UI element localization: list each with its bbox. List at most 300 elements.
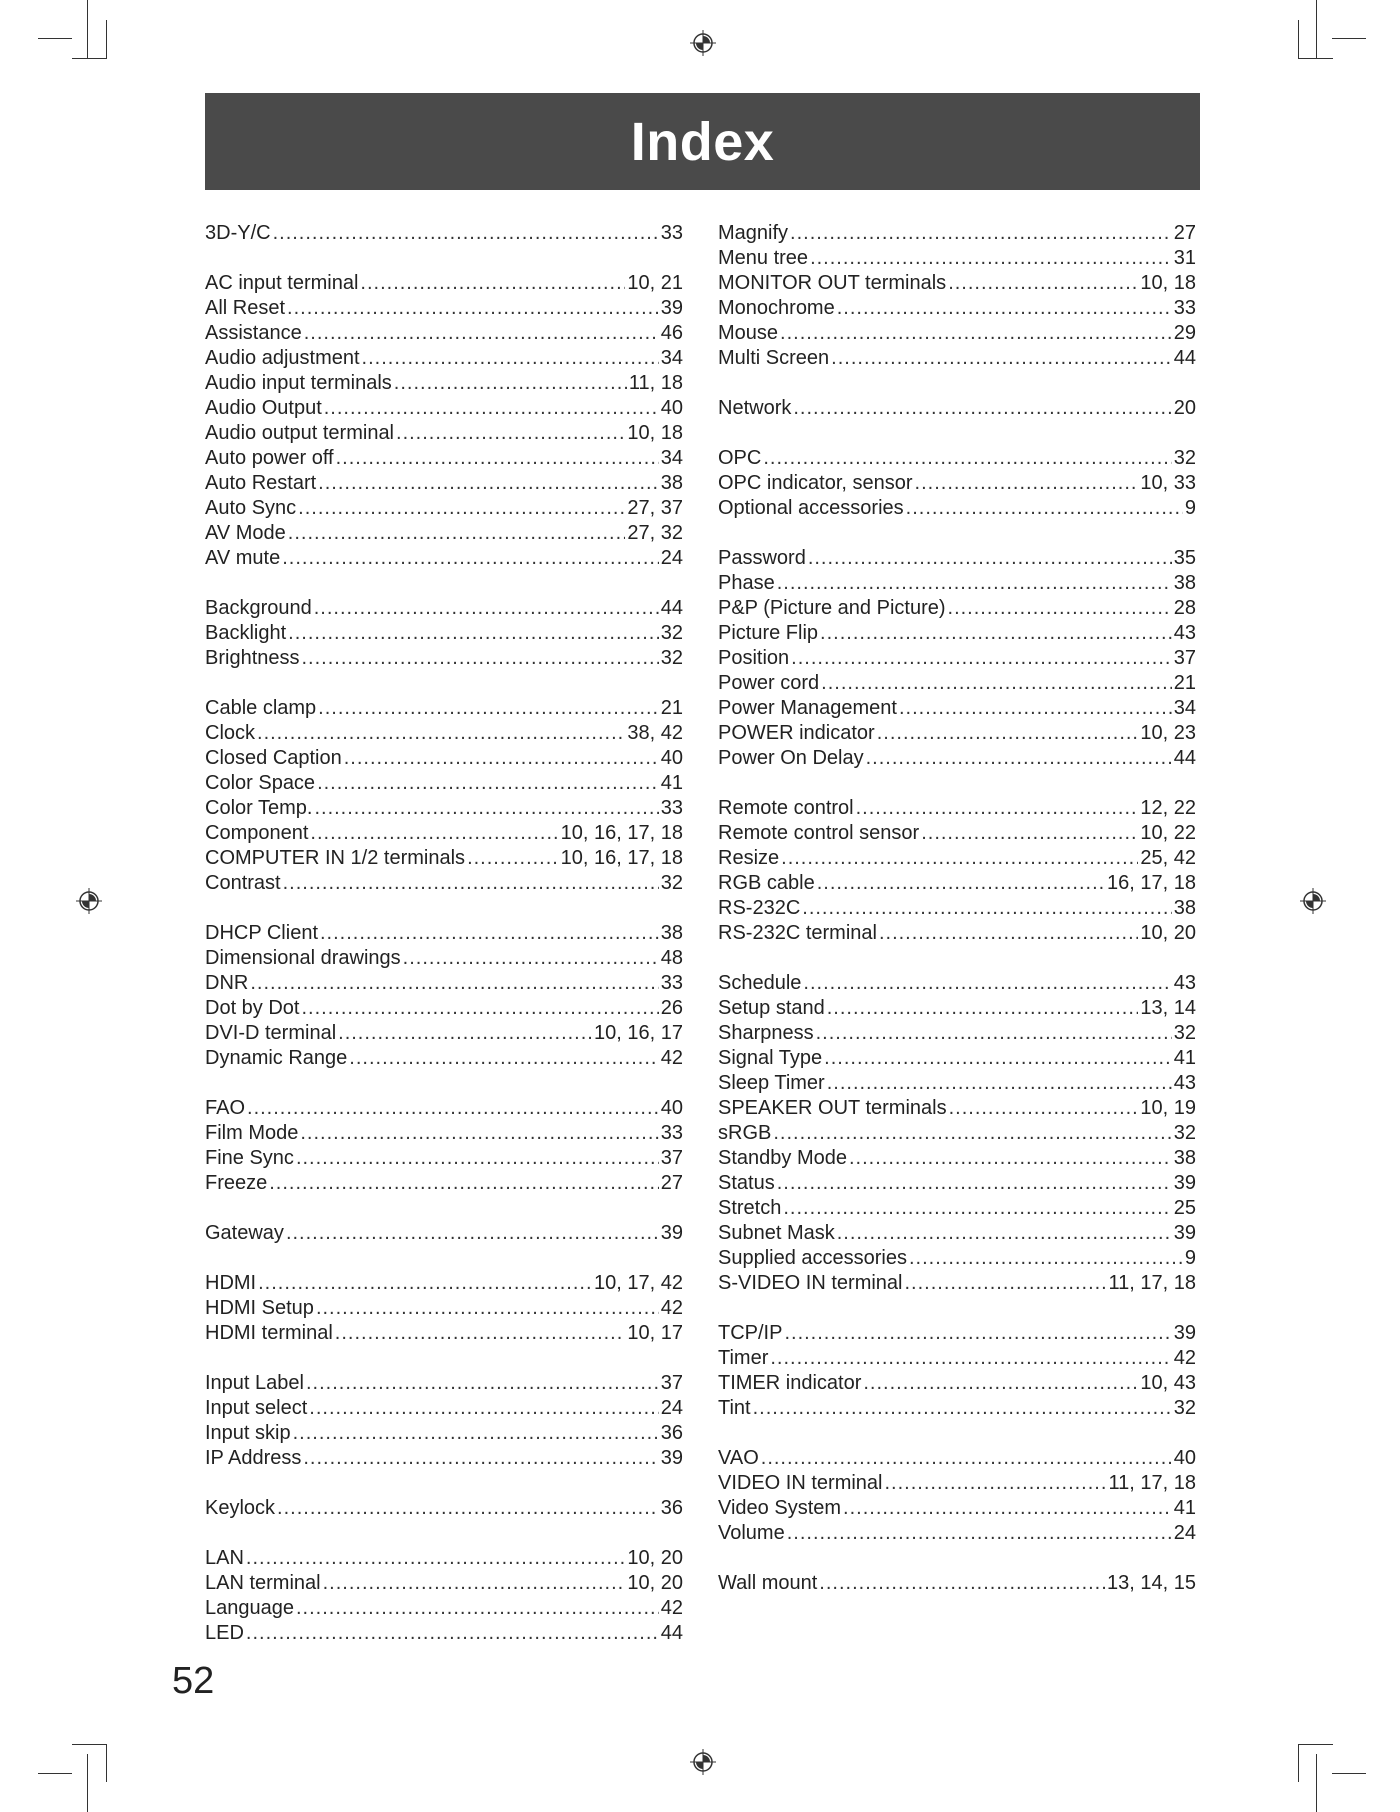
index-entry <box>205 946 683 971</box>
dot-leader <box>288 521 626 546</box>
index-page-refs: 13, 14 <box>1140 997 1196 1019</box>
index-entry <box>205 746 683 771</box>
dot-leader <box>820 621 1172 646</box>
index-entry <box>718 221 1196 246</box>
crop-mark-top-right-v <box>1316 0 1317 58</box>
index-entry <box>205 446 683 471</box>
index-entry <box>718 746 1196 771</box>
index-term: Audio adjustment <box>205 347 360 369</box>
index-page-refs: 43 <box>1173 622 1196 644</box>
dot-leader <box>949 1096 1139 1121</box>
index-entry <box>718 396 1196 421</box>
index-page-refs: 10, 18 <box>627 422 683 444</box>
index-page-refs: 38 <box>1173 1147 1196 1169</box>
index-page-refs: 24 <box>660 547 683 569</box>
index-term: Supplied accessories <box>718 1247 907 1269</box>
crop-mark-bottom-left-h <box>38 1773 72 1774</box>
dot-leader <box>293 1421 659 1446</box>
index-entry <box>718 646 1196 671</box>
index-term: Sleep Timer <box>718 1072 825 1094</box>
index-entry <box>718 596 1196 621</box>
index-term: Freeze <box>205 1172 268 1194</box>
index-page-refs: 10, 17, 42 <box>594 1272 683 1294</box>
index-entry <box>718 1446 1196 1471</box>
index-entry <box>205 1621 683 1646</box>
dot-leader <box>403 946 659 971</box>
index-term: Color Space <box>205 772 316 794</box>
index-term: 3D-Y/C <box>205 222 271 244</box>
index-entry <box>205 696 683 721</box>
dot-leader <box>753 1396 1172 1421</box>
dot-leader <box>783 1196 1171 1221</box>
index-term: Monochrome <box>718 297 835 319</box>
index-entry <box>205 821 683 846</box>
dot-leader <box>884 1471 1106 1496</box>
index-page-refs: 40 <box>1173 1447 1196 1469</box>
dot-leader <box>314 596 659 621</box>
dot-leader <box>344 746 659 771</box>
index-page-refs: 20 <box>1173 397 1196 419</box>
index-page-refs: 10, 16, 17, 18 <box>560 822 683 844</box>
dot-leader <box>273 221 659 246</box>
index-entry <box>205 1496 683 1521</box>
index-entry <box>205 346 683 371</box>
crop-mark-top-left-v2 <box>106 20 107 58</box>
index-term: Auto Restart <box>205 472 317 494</box>
index-entry <box>205 1121 683 1146</box>
index-term: Film Mode <box>205 1122 299 1144</box>
index-page-refs: 37 <box>660 1147 683 1169</box>
index-term: LAN <box>205 1547 244 1569</box>
index-page-refs: 33 <box>660 1122 683 1144</box>
index-term: Color Temp. <box>205 797 313 819</box>
registration-mark-right-icon <box>1300 888 1326 914</box>
index-page-refs: 10, 17 <box>627 1322 683 1344</box>
index-entry <box>205 771 683 796</box>
index-page-refs: 11, 17, 18 <box>1108 1472 1196 1494</box>
crop-mark-bottom-right-h2 <box>1298 1744 1333 1745</box>
dot-leader <box>324 396 659 421</box>
index-entry <box>718 796 1196 821</box>
index-page-refs: 11, 18 <box>628 372 683 394</box>
index-term: Auto power off <box>205 447 334 469</box>
index-term: SPEAKER OUT terminals <box>718 1097 947 1119</box>
dot-leader <box>866 746 1172 771</box>
index-entry <box>205 221 683 246</box>
index-term: Status <box>718 1172 775 1194</box>
index-page-refs: 41 <box>1173 1497 1196 1519</box>
index-term: Remote control sensor <box>718 822 920 844</box>
index-letter-group <box>718 396 1196 421</box>
dot-leader <box>246 1621 659 1646</box>
dot-leader <box>793 396 1171 421</box>
crop-mark-bottom-left-h2 <box>72 1744 107 1745</box>
index-entry <box>205 1446 683 1471</box>
index-page-refs: 38 <box>1173 897 1196 919</box>
index-entry <box>205 1271 683 1296</box>
index-term: Fine Sync <box>205 1147 294 1169</box>
index-page-refs: 24 <box>1173 1522 1196 1544</box>
dot-leader <box>338 1021 592 1046</box>
index-page-refs: 25, 42 <box>1140 847 1196 869</box>
index-page-refs: 10, 33 <box>1140 472 1196 494</box>
index-entry <box>718 971 1196 996</box>
index-term: Power cord <box>718 672 820 694</box>
index-entry <box>205 921 683 946</box>
index-entry <box>205 546 683 571</box>
crop-mark-top-right-h2 <box>1298 58 1333 59</box>
index-page-refs: 37 <box>1173 647 1196 669</box>
dot-leader <box>320 921 659 946</box>
crop-mark-top-right-h <box>1332 38 1366 39</box>
index-page-refs: 27, 37 <box>627 497 683 519</box>
index-page-refs: 9 <box>1184 497 1196 519</box>
index-term: AV mute <box>205 547 281 569</box>
index-entry <box>205 1146 683 1171</box>
index-letter-group <box>205 696 683 896</box>
dot-leader <box>247 1096 659 1121</box>
dot-leader <box>300 1121 658 1146</box>
index-page-refs: 42 <box>1173 1347 1196 1369</box>
index-letter-group <box>718 1321 1196 1421</box>
index-page-refs: 37 <box>660 1372 683 1394</box>
crop-mark-bottom-right-v <box>1316 1754 1317 1812</box>
index-page-refs: 27, 32 <box>627 522 683 544</box>
index-entry <box>718 1371 1196 1396</box>
index-entry <box>205 1171 683 1196</box>
dot-leader <box>948 271 1138 296</box>
dot-leader <box>318 696 659 721</box>
index-entry <box>718 1571 1196 1596</box>
index-entry <box>718 446 1196 471</box>
index-letter-group <box>205 921 683 1071</box>
dot-leader <box>899 696 1172 721</box>
index-entry <box>205 1046 683 1071</box>
index-page-refs: 10, 22 <box>1140 822 1196 844</box>
index-entry <box>718 321 1196 346</box>
dot-leader <box>877 721 1139 746</box>
index-page-refs: 32 <box>1173 1022 1196 1044</box>
index-page-refs: 28 <box>1173 597 1196 619</box>
index-term: MONITOR OUT terminals <box>718 272 947 294</box>
index-page-refs: 32 <box>1173 1397 1196 1419</box>
index-term: Assistance <box>205 322 302 344</box>
index-page-refs: 40 <box>660 747 683 769</box>
index-page-refs: 44 <box>660 1622 683 1644</box>
dot-leader <box>317 771 659 796</box>
index-page-refs: 33 <box>660 972 683 994</box>
index-entry <box>205 321 683 346</box>
dot-leader <box>296 1596 659 1621</box>
index-entry <box>205 871 683 896</box>
index-page-refs: 26 <box>660 997 683 1019</box>
index-page-refs: 10, 20 <box>627 1547 683 1569</box>
index-entry <box>718 846 1196 871</box>
index-term: COMPUTER IN 1/2 terminals <box>205 847 466 869</box>
dot-leader <box>817 871 1105 896</box>
index-entry <box>718 1221 1196 1246</box>
index-page-refs: 32 <box>660 622 683 644</box>
index-term: P&P (Picture and Picture) <box>718 597 946 619</box>
dot-leader <box>770 1346 1171 1371</box>
index-entry <box>718 1071 1196 1096</box>
index-term: Sharpness <box>718 1022 814 1044</box>
index-page-refs: 27 <box>660 1172 683 1194</box>
index-entry <box>718 1021 1196 1046</box>
index-title-banner <box>205 93 1200 190</box>
index-term: DHCP Client <box>205 922 318 944</box>
index-page-refs: 32 <box>1173 1122 1196 1144</box>
index-page-refs: 41 <box>660 772 683 794</box>
dot-leader <box>909 1246 1183 1271</box>
index-term: Remote control <box>718 797 854 819</box>
index-page-refs: 40 <box>660 397 683 419</box>
index-term: Clock <box>205 722 256 744</box>
index-letter-group <box>718 1446 1196 1546</box>
index-page-refs: 35 <box>1173 547 1196 569</box>
index-page-refs: 10, 19 <box>1140 1097 1196 1119</box>
index-entry <box>718 346 1196 371</box>
dot-leader <box>301 996 658 1021</box>
index-term: sRGB <box>718 1122 772 1144</box>
index-page-refs: 46 <box>660 322 683 344</box>
dot-leader <box>948 596 1172 621</box>
dot-leader <box>336 446 659 471</box>
index-term: Picture Flip <box>718 622 819 644</box>
dot-leader <box>856 796 1139 821</box>
index-entry <box>205 421 683 446</box>
dot-leader <box>287 296 659 321</box>
index-term: Schedule <box>718 972 802 994</box>
dot-leader <box>362 346 659 371</box>
index-entry <box>718 246 1196 271</box>
index-letter-group <box>718 1571 1196 1596</box>
index-term: Optional accessories <box>718 497 904 519</box>
index-term: Input Label <box>205 1372 304 1394</box>
index-page-refs: 27 <box>1173 222 1196 244</box>
index-term: Signal Type <box>718 1047 823 1069</box>
index-page-refs: 44 <box>1173 347 1196 369</box>
index-entry <box>205 521 683 546</box>
index-entry <box>718 1146 1196 1171</box>
index-letter-group <box>205 271 683 571</box>
dot-leader <box>773 1121 1171 1146</box>
dot-leader <box>821 671 1172 696</box>
index-term: Phase <box>718 572 775 594</box>
index-term: Language <box>205 1597 294 1619</box>
index-entry <box>205 1021 683 1046</box>
index-term: RGB cable <box>718 872 815 894</box>
index-page-refs: 42 <box>660 1597 683 1619</box>
index-page-refs: 42 <box>660 1047 683 1069</box>
index-term: FAO <box>205 1097 246 1119</box>
index-term: Closed Caption <box>205 747 342 769</box>
dot-leader <box>310 821 558 846</box>
dot-leader <box>306 1371 659 1396</box>
dot-leader <box>787 1521 1172 1546</box>
index-letter-group <box>718 221 1196 371</box>
dot-leader <box>808 546 1172 571</box>
index-page-refs: 21 <box>1173 672 1196 694</box>
index-entry <box>205 371 683 396</box>
index-term: Audio Output <box>205 397 322 419</box>
dot-leader <box>831 346 1172 371</box>
dot-leader <box>298 496 625 521</box>
index-term: Input skip <box>205 1422 291 1444</box>
index-term: Position <box>718 647 790 669</box>
index-entry <box>205 1546 683 1571</box>
index-page-refs: 12, 22 <box>1140 797 1196 819</box>
index-page-refs: 39 <box>1173 1322 1196 1344</box>
index-entry <box>205 396 683 421</box>
dot-leader <box>802 896 1171 921</box>
index-entry <box>205 1096 683 1121</box>
index-term: Standby Mode <box>718 1147 847 1169</box>
index-entry <box>718 996 1196 1021</box>
index-page-refs: 31 <box>1173 247 1196 269</box>
index-term: Setup stand <box>718 997 825 1019</box>
index-entry <box>205 646 683 671</box>
dot-leader <box>296 1146 659 1171</box>
index-entry <box>205 621 683 646</box>
dot-leader <box>906 496 1183 521</box>
index-entry <box>718 1046 1196 1071</box>
index-letter-group <box>205 1371 683 1471</box>
index-entry <box>205 471 683 496</box>
index-term: Keylock <box>205 1497 276 1519</box>
dot-leader <box>250 971 658 996</box>
index-term: Power Management <box>718 697 897 719</box>
index-term: Network <box>718 397 792 419</box>
dot-leader <box>286 1221 659 1246</box>
index-term: Component <box>205 822 309 844</box>
index-entry <box>718 296 1196 321</box>
index-term: Stretch <box>718 1197 782 1219</box>
index-page-refs: 38, 42 <box>627 722 683 744</box>
index-page-refs: 44 <box>1173 747 1196 769</box>
index-term: AC input terminal <box>205 272 359 294</box>
index-term: Background <box>205 597 312 619</box>
index-letter-group <box>718 796 1196 946</box>
dot-leader <box>396 421 625 446</box>
index-page-refs: 32 <box>660 647 683 669</box>
index-entry <box>718 671 1196 696</box>
dot-leader <box>784 1321 1171 1346</box>
index-term: TCP/IP <box>718 1322 783 1344</box>
dot-leader <box>824 1046 1172 1071</box>
index-term: IP Address <box>205 1447 302 1469</box>
index-page-refs: 38 <box>660 472 683 494</box>
index-term: Backlight <box>205 622 287 644</box>
index-letter-group <box>205 221 683 246</box>
index-entry <box>718 1171 1196 1196</box>
index-page-refs: 10, 16, 17 <box>594 1022 683 1044</box>
dot-leader <box>246 1546 625 1571</box>
index-term: HDMI terminal <box>205 1322 333 1344</box>
crop-mark-bottom-right-v2 <box>1298 1744 1299 1782</box>
index-page-refs: 36 <box>660 1422 683 1444</box>
index-page-refs: 43 <box>1173 972 1196 994</box>
index-entry <box>718 871 1196 896</box>
index-entry <box>205 271 683 296</box>
dot-leader <box>763 446 1171 471</box>
index-entry <box>205 496 683 521</box>
dot-leader <box>316 1296 659 1321</box>
index-entry <box>718 1321 1196 1346</box>
dot-leader <box>288 621 659 646</box>
index-entry <box>205 1221 683 1246</box>
index-page-refs: 33 <box>660 797 683 819</box>
index-letter-group <box>205 596 683 671</box>
index-page-refs: 39 <box>1173 1172 1196 1194</box>
index-page-refs: 42 <box>660 1297 683 1319</box>
index-column-left <box>205 221 683 1671</box>
index-term: Brightness <box>205 647 300 669</box>
index-page-refs: 39 <box>660 297 683 319</box>
dot-leader <box>781 846 1138 871</box>
registration-mark-bottom-icon <box>690 1749 716 1775</box>
dot-leader <box>827 1071 1172 1096</box>
index-page-refs: 39 <box>660 1447 683 1469</box>
dot-leader <box>269 1171 659 1196</box>
dot-leader <box>283 871 659 896</box>
index-entry <box>205 596 683 621</box>
index-page-refs: 29 <box>1173 322 1196 344</box>
dot-leader <box>904 1271 1106 1296</box>
index-page-refs: 38 <box>660 922 683 944</box>
index-entry <box>718 1196 1196 1221</box>
dot-leader <box>335 1321 626 1346</box>
crop-mark-bottom-left-v2 <box>106 1744 107 1782</box>
index-term: S-VIDEO IN terminal <box>718 1272 903 1294</box>
index-page-refs: 10, 18 <box>1140 272 1196 294</box>
index-term: Cable clamp <box>205 697 317 719</box>
index-term: HDMI <box>205 1272 257 1294</box>
index-term: TIMER indicator <box>718 1372 862 1394</box>
index-entry <box>718 896 1196 921</box>
index-letter-group <box>718 971 1196 1296</box>
index-entry <box>205 296 683 321</box>
index-term: Dimensional drawings <box>205 947 401 969</box>
index-term: Video System <box>718 1497 842 1519</box>
index-page-refs: 24 <box>660 1397 683 1419</box>
dot-leader <box>467 846 559 871</box>
index-term: Input select <box>205 1397 308 1419</box>
dot-leader <box>849 1146 1172 1171</box>
dot-leader <box>837 296 1172 321</box>
index-term: Wall mount <box>718 1572 818 1594</box>
index-entry <box>718 1521 1196 1546</box>
index-letter-group <box>718 446 1196 521</box>
dot-leader <box>819 1571 1105 1596</box>
index-page-refs: 36 <box>660 1497 683 1519</box>
crop-mark-top-left-h <box>38 38 72 39</box>
index-page-refs: 10, 43 <box>1140 1372 1196 1394</box>
index-term: OPC indicator, sensor <box>718 472 913 494</box>
index-entry <box>205 1296 683 1321</box>
index-term: Audio output terminal <box>205 422 395 444</box>
index-page-refs: 13, 14, 15 <box>1107 1572 1196 1594</box>
dot-leader <box>810 246 1172 271</box>
dot-leader <box>791 646 1172 671</box>
dot-leader <box>360 271 625 296</box>
index-term: OPC <box>718 447 762 469</box>
index-page-refs: 33 <box>660 222 683 244</box>
index-letter-group <box>205 1096 683 1196</box>
index-term: Auto Sync <box>205 497 297 519</box>
index-term: DVI-D terminal <box>205 1022 337 1044</box>
dot-leader <box>827 996 1139 1021</box>
